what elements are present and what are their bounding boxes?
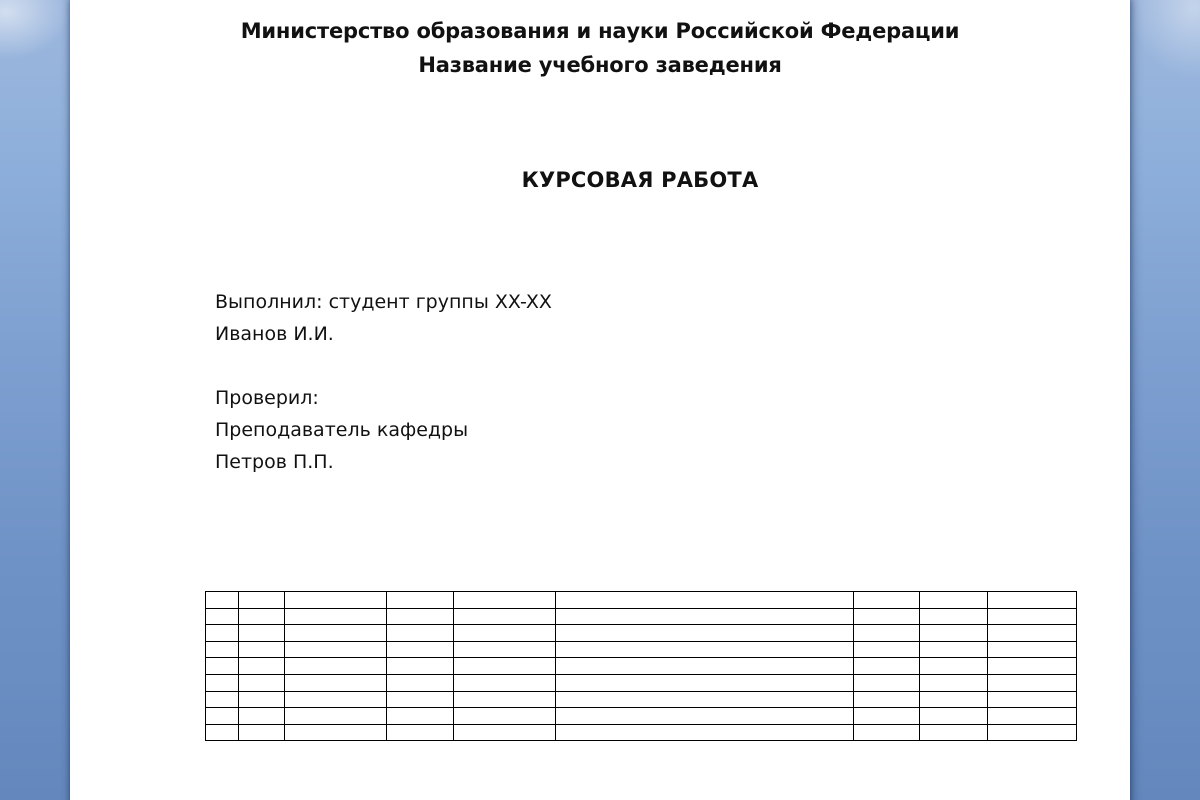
checker-name-line: Петров П.П. (215, 451, 334, 473)
table-cell[interactable] (556, 592, 854, 609)
table-cell[interactable] (285, 608, 387, 625)
table-cell[interactable] (387, 724, 454, 741)
table-cell[interactable] (206, 608, 239, 625)
spacer (215, 350, 552, 382)
table-cell[interactable] (988, 592, 1077, 609)
table-cell[interactable] (988, 708, 1077, 725)
table-cell[interactable] (556, 708, 854, 725)
document-header (70, 14, 1130, 82)
table-cell[interactable] (387, 658, 454, 675)
workspace-gloss (1130, 0, 1200, 80)
checker-position-line: Преподаватель кафедры (215, 419, 469, 441)
table-row (206, 641, 1077, 658)
student-name-line: Иванов И.И. (215, 323, 334, 345)
table-cell[interactable] (239, 625, 285, 642)
table-cell[interactable] (387, 641, 454, 658)
table-cell[interactable] (556, 724, 854, 741)
table-cell[interactable] (285, 674, 387, 691)
table-cell[interactable] (206, 724, 239, 741)
table-cell[interactable] (988, 625, 1077, 642)
table-cell[interactable] (206, 691, 239, 708)
table-cell[interactable] (387, 625, 454, 642)
table-cell[interactable] (239, 592, 285, 609)
table-cell[interactable] (988, 641, 1077, 658)
table-cell[interactable] (556, 658, 854, 675)
table-cell[interactable] (854, 658, 920, 675)
table-cell[interactable] (285, 724, 387, 741)
table-cell[interactable] (239, 658, 285, 675)
table-cell[interactable] (988, 608, 1077, 625)
table-cell[interactable] (454, 708, 556, 725)
table-row (206, 592, 1077, 609)
table-row (206, 674, 1077, 691)
table-cell[interactable] (920, 674, 988, 691)
table-cell[interactable] (920, 708, 988, 725)
table-cell[interactable] (285, 708, 387, 725)
table-cell[interactable] (206, 625, 239, 642)
table-row (206, 691, 1077, 708)
table-row (206, 658, 1077, 675)
table-cell[interactable] (206, 708, 239, 725)
table-cell[interactable] (387, 708, 454, 725)
table-cell[interactable] (387, 592, 454, 609)
table-cell[interactable] (920, 724, 988, 741)
table-cell[interactable] (988, 674, 1077, 691)
table-cell[interactable] (454, 691, 556, 708)
table-cell[interactable] (239, 608, 285, 625)
table-cell[interactable] (454, 674, 556, 691)
table-row (206, 724, 1077, 741)
table-cell[interactable] (454, 658, 556, 675)
table-cell[interactable] (387, 691, 454, 708)
table-cell[interactable] (206, 658, 239, 675)
table-cell[interactable] (285, 625, 387, 642)
stamp-table[interactable] (205, 591, 1077, 741)
table-cell[interactable] (454, 724, 556, 741)
table-cell[interactable] (556, 641, 854, 658)
stamp-table-body (206, 592, 1077, 741)
performed-by-line: Выполнил: студент группы XX-XX (215, 291, 552, 313)
table-cell[interactable] (239, 724, 285, 741)
table-cell[interactable] (854, 724, 920, 741)
table-cell[interactable] (920, 641, 988, 658)
table-cell[interactable] (206, 641, 239, 658)
table-cell[interactable] (854, 674, 920, 691)
table-cell[interactable] (285, 641, 387, 658)
table-cell[interactable] (556, 608, 854, 625)
table-cell[interactable] (854, 691, 920, 708)
author-info (215, 286, 552, 478)
table-cell[interactable] (454, 625, 556, 642)
table-cell[interactable] (387, 608, 454, 625)
table-cell[interactable] (454, 608, 556, 625)
table-row (206, 608, 1077, 625)
table-cell[interactable] (239, 691, 285, 708)
table-cell[interactable] (556, 691, 854, 708)
table-cell[interactable] (239, 674, 285, 691)
table-cell[interactable] (854, 625, 920, 642)
table-cell[interactable] (920, 658, 988, 675)
table-cell[interactable] (854, 708, 920, 725)
table-cell[interactable] (854, 592, 920, 609)
table-cell[interactable] (920, 625, 988, 642)
table-row (206, 708, 1077, 725)
table-cell[interactable] (206, 592, 239, 609)
ministry-line: Министерство образования и науки Российской Федерации (240, 19, 960, 43)
table-cell[interactable] (556, 625, 854, 642)
table-cell[interactable] (854, 608, 920, 625)
document-title: КУРСОВАЯ РАБОТА (521, 168, 759, 192)
table-cell[interactable] (239, 641, 285, 658)
table-cell[interactable] (920, 608, 988, 625)
checked-label-line: Проверил: (215, 387, 319, 409)
table-cell[interactable] (206, 674, 239, 691)
institution-line: Название учебного заведения (418, 53, 782, 77)
table-cell[interactable] (285, 658, 387, 675)
table-cell[interactable] (988, 724, 1077, 741)
table-cell[interactable] (920, 592, 988, 609)
table-cell[interactable] (920, 691, 988, 708)
document-page[interactable] (70, 0, 1130, 800)
table-cell[interactable] (454, 641, 556, 658)
workspace-gloss (0, 0, 70, 60)
table-cell[interactable] (285, 592, 387, 609)
table-cell[interactable] (988, 658, 1077, 675)
table-cell[interactable] (854, 641, 920, 658)
table-cell[interactable] (454, 592, 556, 609)
table-row (206, 625, 1077, 642)
table-cell[interactable] (556, 674, 854, 691)
table-cell[interactable] (387, 674, 454, 691)
table-cell[interactable] (239, 708, 285, 725)
table-cell[interactable] (285, 691, 387, 708)
table-cell[interactable] (988, 691, 1077, 708)
